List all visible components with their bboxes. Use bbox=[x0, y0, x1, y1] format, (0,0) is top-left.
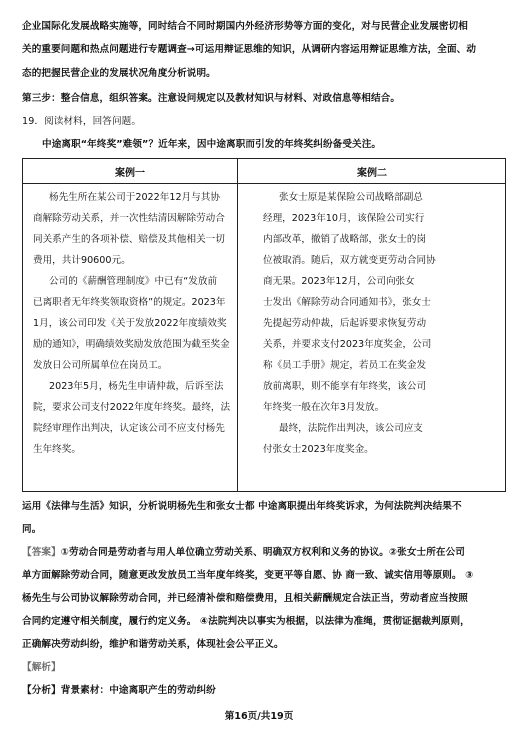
intro-line-2: 关的重要问题和热点问题进行专题调查→可运用辩证思维的知识，从调研内容运用辩证思维方法，全面、动 bbox=[22, 44, 477, 55]
question-prompt-line-1: 运用《法律与生活》知识，分析说明杨先生和张女士都 中途离职提出年终奖诉求，为何法院判决结果不 bbox=[22, 501, 462, 512]
case-two-line: 商无果。2023年12月，公司向张女 bbox=[263, 276, 415, 287]
case-one-line: 费用，共计90600元。 bbox=[33, 255, 131, 266]
case-two-line: 放前离职，则不能享有年终奖，该公司 bbox=[263, 381, 427, 392]
case-one-line: 商解除劳动关系，并一次性结清因解除劳动合 bbox=[33, 213, 225, 224]
question-prompt-line-2: 同。 bbox=[22, 524, 42, 535]
case-one-line: 杨先生所在某公司于2022年12月与其协 bbox=[49, 192, 220, 203]
case-two-line: 最终，法院作出判决，该公司应支 bbox=[279, 423, 423, 434]
case-two-line: 年终奖一般在次年3月发放。 bbox=[263, 402, 385, 413]
analysis-label: 【解析】 bbox=[22, 662, 61, 673]
case-one-line: 2023年5月，杨先生申请仲裁，后诉至法 bbox=[49, 381, 224, 392]
table-header-case-one: 案例一 bbox=[115, 168, 145, 179]
case-one-line: 1月，该公司印发《关于发放2022年度绩效奖 bbox=[33, 318, 227, 329]
answer-line-4: 合同约定遵守相关制度，履行约定义务。 ④法院判决以事实为根据，以法律为准绳，贯彻证据裁判原则， bbox=[22, 616, 470, 627]
question-title: 19．阅读材料，回答问题。 bbox=[22, 116, 142, 127]
case-two-line: 称《员工手册》规定，若员工在奖金发 bbox=[263, 360, 427, 371]
case-two-line: 张女士原是某保险公司战略部副总 bbox=[279, 192, 423, 203]
case-one-line: 院，要求公司支付2022年度年终奖。最终，法 bbox=[33, 402, 231, 413]
case-one-text bbox=[33, 187, 230, 460]
case-two-line: 内部改革，撤销了战略部，张女士的岗 bbox=[263, 234, 427, 245]
answer-line-1 bbox=[22, 546, 465, 559]
case-one-line: 发放日公司所属单位在岗员工。 bbox=[33, 360, 168, 371]
table-header-case-two: 案例二 bbox=[357, 168, 387, 179]
table-header-divider bbox=[23, 183, 505, 184]
intro-line-1: 企业国际化发展战略实施等，同时结合不同时期国内外经济形势等方面的变化，对与民营企业发展密切相 bbox=[22, 21, 468, 32]
case-one-line: 院经审理作出判决，认定该公司不应支付杨先 bbox=[33, 423, 225, 434]
case-two-line: 关系，并要求支付2023年度奖金，公司 bbox=[263, 339, 432, 350]
table-column-divider bbox=[237, 159, 238, 491]
case-two-line: 经理，2023年10月，该保险公司实行 bbox=[263, 213, 425, 224]
page-footer: 第16页/共19页 bbox=[224, 711, 294, 722]
case-one-line: 公司的《薪酬管理制度》中已有“发放前 bbox=[49, 276, 218, 287]
case-two-line: 士发出《解除劳动合同通知书》，张女士 bbox=[263, 297, 431, 308]
step-three: 第三步：整合信息，组织答案。注意设问规定以及教材知识与材料、对政信息等相结合。 bbox=[22, 93, 401, 104]
case-one-line: 已离职者无年终奖领取资格”的规定。2023年 bbox=[33, 297, 226, 308]
answer-label: 【答案】 bbox=[22, 547, 61, 558]
case-one-line: 生年终奖。 bbox=[33, 444, 81, 455]
question-intro: 中途离职“年终奖”难领”？近年来，因中途离职而引发的年终奖纠纷备受关注。 bbox=[42, 139, 382, 150]
case-two-line: 先提起劳动仲裁，后起诉要求恢复劳动 bbox=[263, 318, 427, 329]
intro-line-3: 态的把握民营企业的发展状况角度分析说明。 bbox=[22, 68, 216, 79]
answer-line-3: 杨先生与公司协议解除劳动合同，并已经清补偿和赔偿费用，且相关薪酬规定合法正当，劳动者应当按照 bbox=[22, 593, 468, 604]
case-two-line: 付张女士2023年度奖金。 bbox=[263, 444, 374, 455]
case-one-line: 同关系产生的各项补偿、赔偿及其他相关一切 bbox=[33, 234, 225, 245]
case-table bbox=[22, 158, 506, 492]
answer-text: ①劳动合同是劳动者与用人单位确立劳动关系、明确双方权利和义务的协议。②张女士所在公司 bbox=[60, 547, 465, 558]
answer-line-5: 正确解决劳动纠纷，维护和谐劳动关系，体现社会公平正义。 bbox=[22, 639, 284, 650]
case-two-line: 位被取消。随后，双方就变更劳动合同协 bbox=[263, 255, 436, 266]
case-two-text bbox=[263, 187, 436, 460]
case-one-line: 励的通知》，明确绩效奖励发放范围为截至奖金 bbox=[33, 339, 230, 350]
answer-line-2: 单方面解除劳动合同，随意更改发放员工当年度年终奖，变更平等自愿、协 商一致、诚实信用等原则。 ③ bbox=[22, 570, 474, 581]
analysis-line: 【分析】背景素材：中途离职产生的劳动纠纷 bbox=[22, 685, 216, 696]
